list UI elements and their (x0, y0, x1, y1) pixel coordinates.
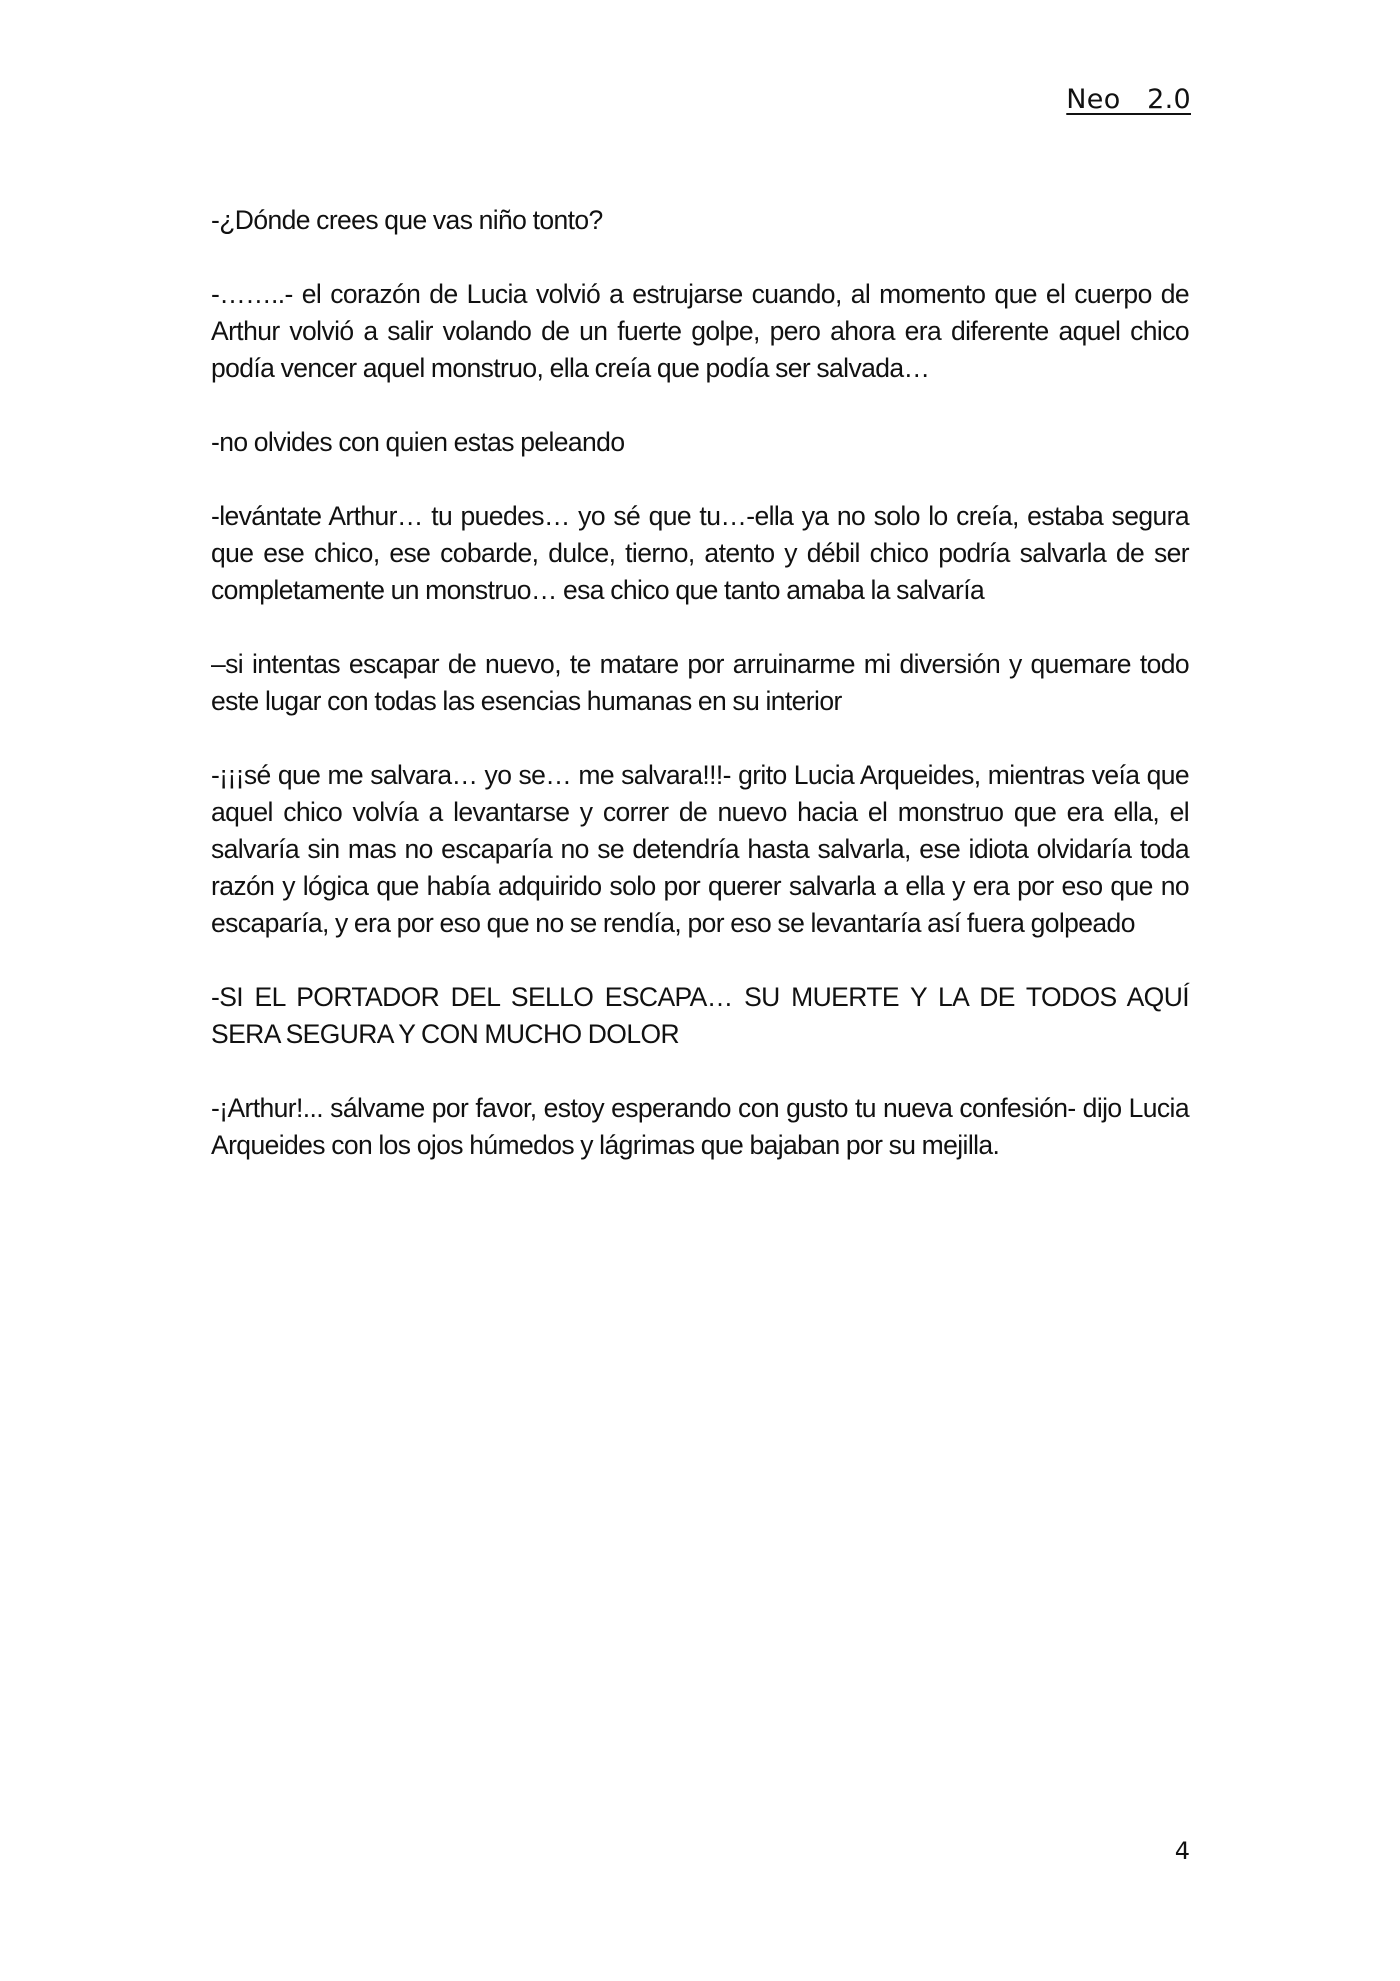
paragraph: -SI EL PORTADOR DEL SELLO ESCAPA… SU MUERTE Y LA DE TODOS AQUÍ SERA SEGURA Y CON MUCHO DOLOR (211, 982, 1189, 1049)
paragraph: -¡¡¡sé que me salvara… yo se… me salvara!!!- grito Lucia Arqueides, mientras veía que aquel chico volvía a levantarse y correr de nuevo hacia el monstruo que era ella, el salvaría sin mas no escaparía no se detendría hasta salvarla, ese idiota olvidaría toda razón y lógica que había adquirido solo por querer salvarla a ella y era por eso que no escaparía, y era por eso que no se rendía, por eso se levantaría así fuera golpeado (211, 760, 1189, 938)
paragraph: -levántate Arthur… tu puedes… yo sé que tu…-ella ya no solo lo creía, estaba segura que ese chico, ese cobarde, dulce, tierno, atento y débil chico podría salvarla de ser completamente un monstruo… esa chico que tanto amaba la salvaría (211, 501, 1189, 605)
body-text (211, 202, 1189, 1201)
paragraph: –si intentas escapar de nuevo, te matare por arruinarme mi diversión y quemare todo este lugar con todas las esencias humanas en su interior (211, 649, 1189, 716)
paragraph: -……..- el corazón de Lucia volvió a estrujarse cuando, al momento que el cuerpo de Arthur volvió a salir volando de un fuerte golpe, pero ahora era diferente aquel chico podía vencer aquel monstruo, ella creía que podía ser salvada… (211, 279, 1189, 383)
page-number: 4 (1174, 1837, 1190, 1865)
paragraph: -no olvides con quien estas peleando (211, 427, 625, 457)
paragraph: -¿Dónde crees que vas niño tonto? (211, 205, 603, 235)
paragraph: -¡Arthur!... sálvame por favor, estoy esperando con gusto tu nueva confesión- dijo Lucia Arqueides con los ojos húmedos y lágrimas que bajaban por su mejilla. (211, 1093, 1189, 1160)
running-header: Neo 2.0 (1066, 84, 1191, 115)
